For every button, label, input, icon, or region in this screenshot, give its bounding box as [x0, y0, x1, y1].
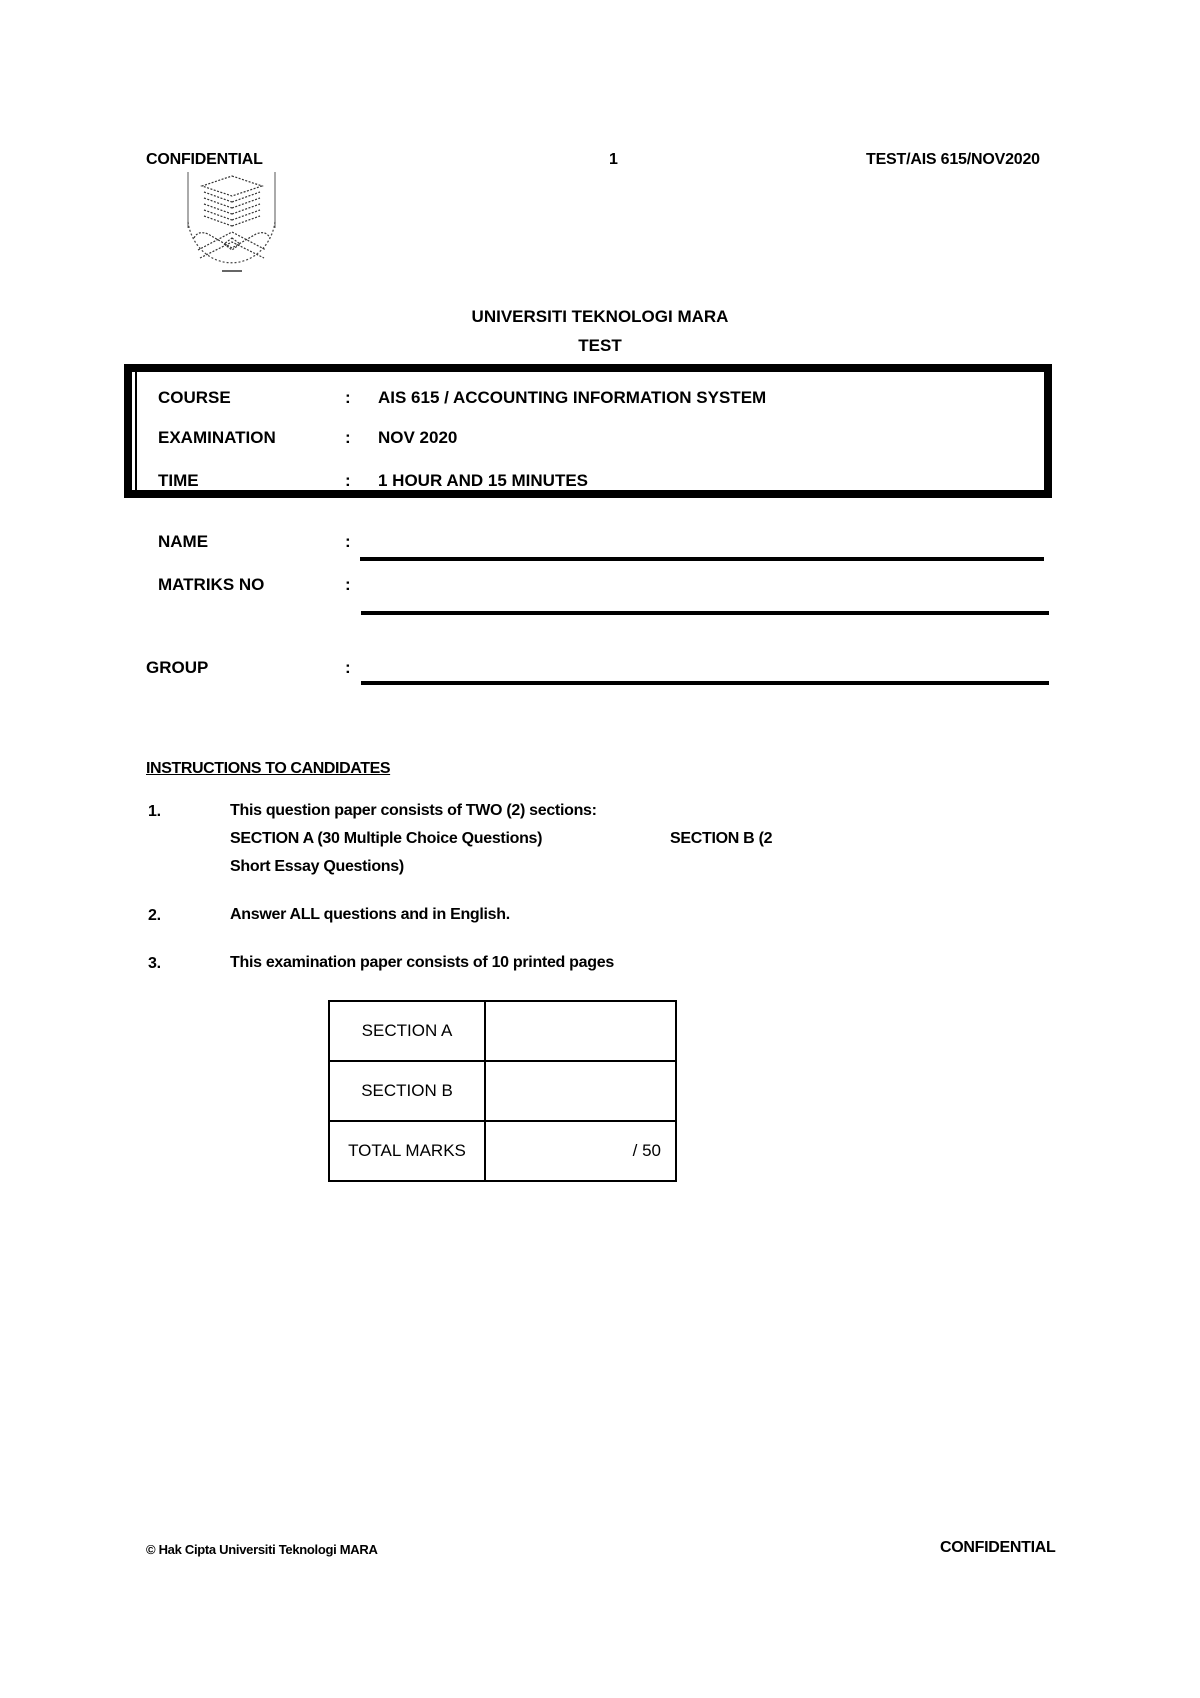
group-input-line[interactable] [361, 681, 1049, 685]
page-number: 1 [609, 151, 618, 168]
table-row [329, 1121, 676, 1181]
university-crest-icon [186, 170, 278, 274]
examination-label: EXAMINATION [158, 428, 276, 447]
course-label: COURSE [158, 388, 231, 407]
name-input-line[interactable] [360, 557, 1044, 561]
table-row [329, 1061, 676, 1121]
paper-code: TEST/AIS 615/NOV2020 [866, 151, 1040, 168]
matriks-no-input-line[interactable] [361, 611, 1049, 615]
instruction-text: This question paper consists of TWO (2) sections: [230, 802, 597, 819]
name-colon: : [345, 532, 351, 551]
total-marks-value[interactable]: / 50 [485, 1121, 676, 1181]
time-value: 1 HOUR AND 15 MINUTES [378, 471, 589, 490]
institution-name: UNIVERSITI TEKNOLOGI MARA [471, 307, 729, 326]
footer-confidential-label: CONFIDENTIAL [940, 1539, 1056, 1556]
course-colon: : [345, 388, 351, 407]
paper-type: TEST [578, 336, 622, 355]
instruction-number: 1. [148, 803, 161, 820]
course-value: AIS 615 / ACCOUNTING INFORMATION SYSTEM [378, 388, 767, 407]
instruction-text: Answer ALL questions and in English. [230, 906, 510, 923]
instruction-text: Short Essay Questions) [230, 858, 404, 875]
instruction-number: 2. [148, 907, 161, 924]
marks-table [328, 1000, 677, 1182]
total-marks-label: TOTAL MARKS [329, 1121, 485, 1181]
instruction-text: This examination paper consists of 10 printed pages [230, 954, 614, 971]
name-label: NAME [158, 532, 209, 551]
section-a-label: SECTION A [329, 1001, 485, 1061]
instruction-text: SECTION A (30 Multiple Choice Questions) [230, 830, 543, 847]
matriks-no-colon: : [345, 575, 351, 594]
section-b-label: SECTION B [329, 1061, 485, 1121]
group-label: GROUP [146, 658, 209, 677]
group-colon: : [345, 658, 351, 677]
instruction-number: 3. [148, 955, 161, 972]
header-confidential-label: CONFIDENTIAL [146, 151, 263, 168]
section-b-marks[interactable] [485, 1061, 676, 1121]
instruction-text: SECTION B (2 [670, 830, 773, 847]
copyright-notice: © Hak Cipta Universiti Teknologi MARA [146, 1542, 378, 1557]
table-row [329, 1001, 676, 1061]
section-a-marks[interactable] [485, 1001, 676, 1061]
examination-value: NOV 2020 [378, 428, 458, 447]
instructions-title: INSTRUCTIONS TO CANDIDATES [146, 760, 391, 777]
time-colon: : [345, 471, 351, 490]
time-label: TIME [158, 471, 199, 490]
matriks-no-label: MATRIKS NO [158, 575, 265, 594]
examination-colon: : [345, 428, 351, 447]
